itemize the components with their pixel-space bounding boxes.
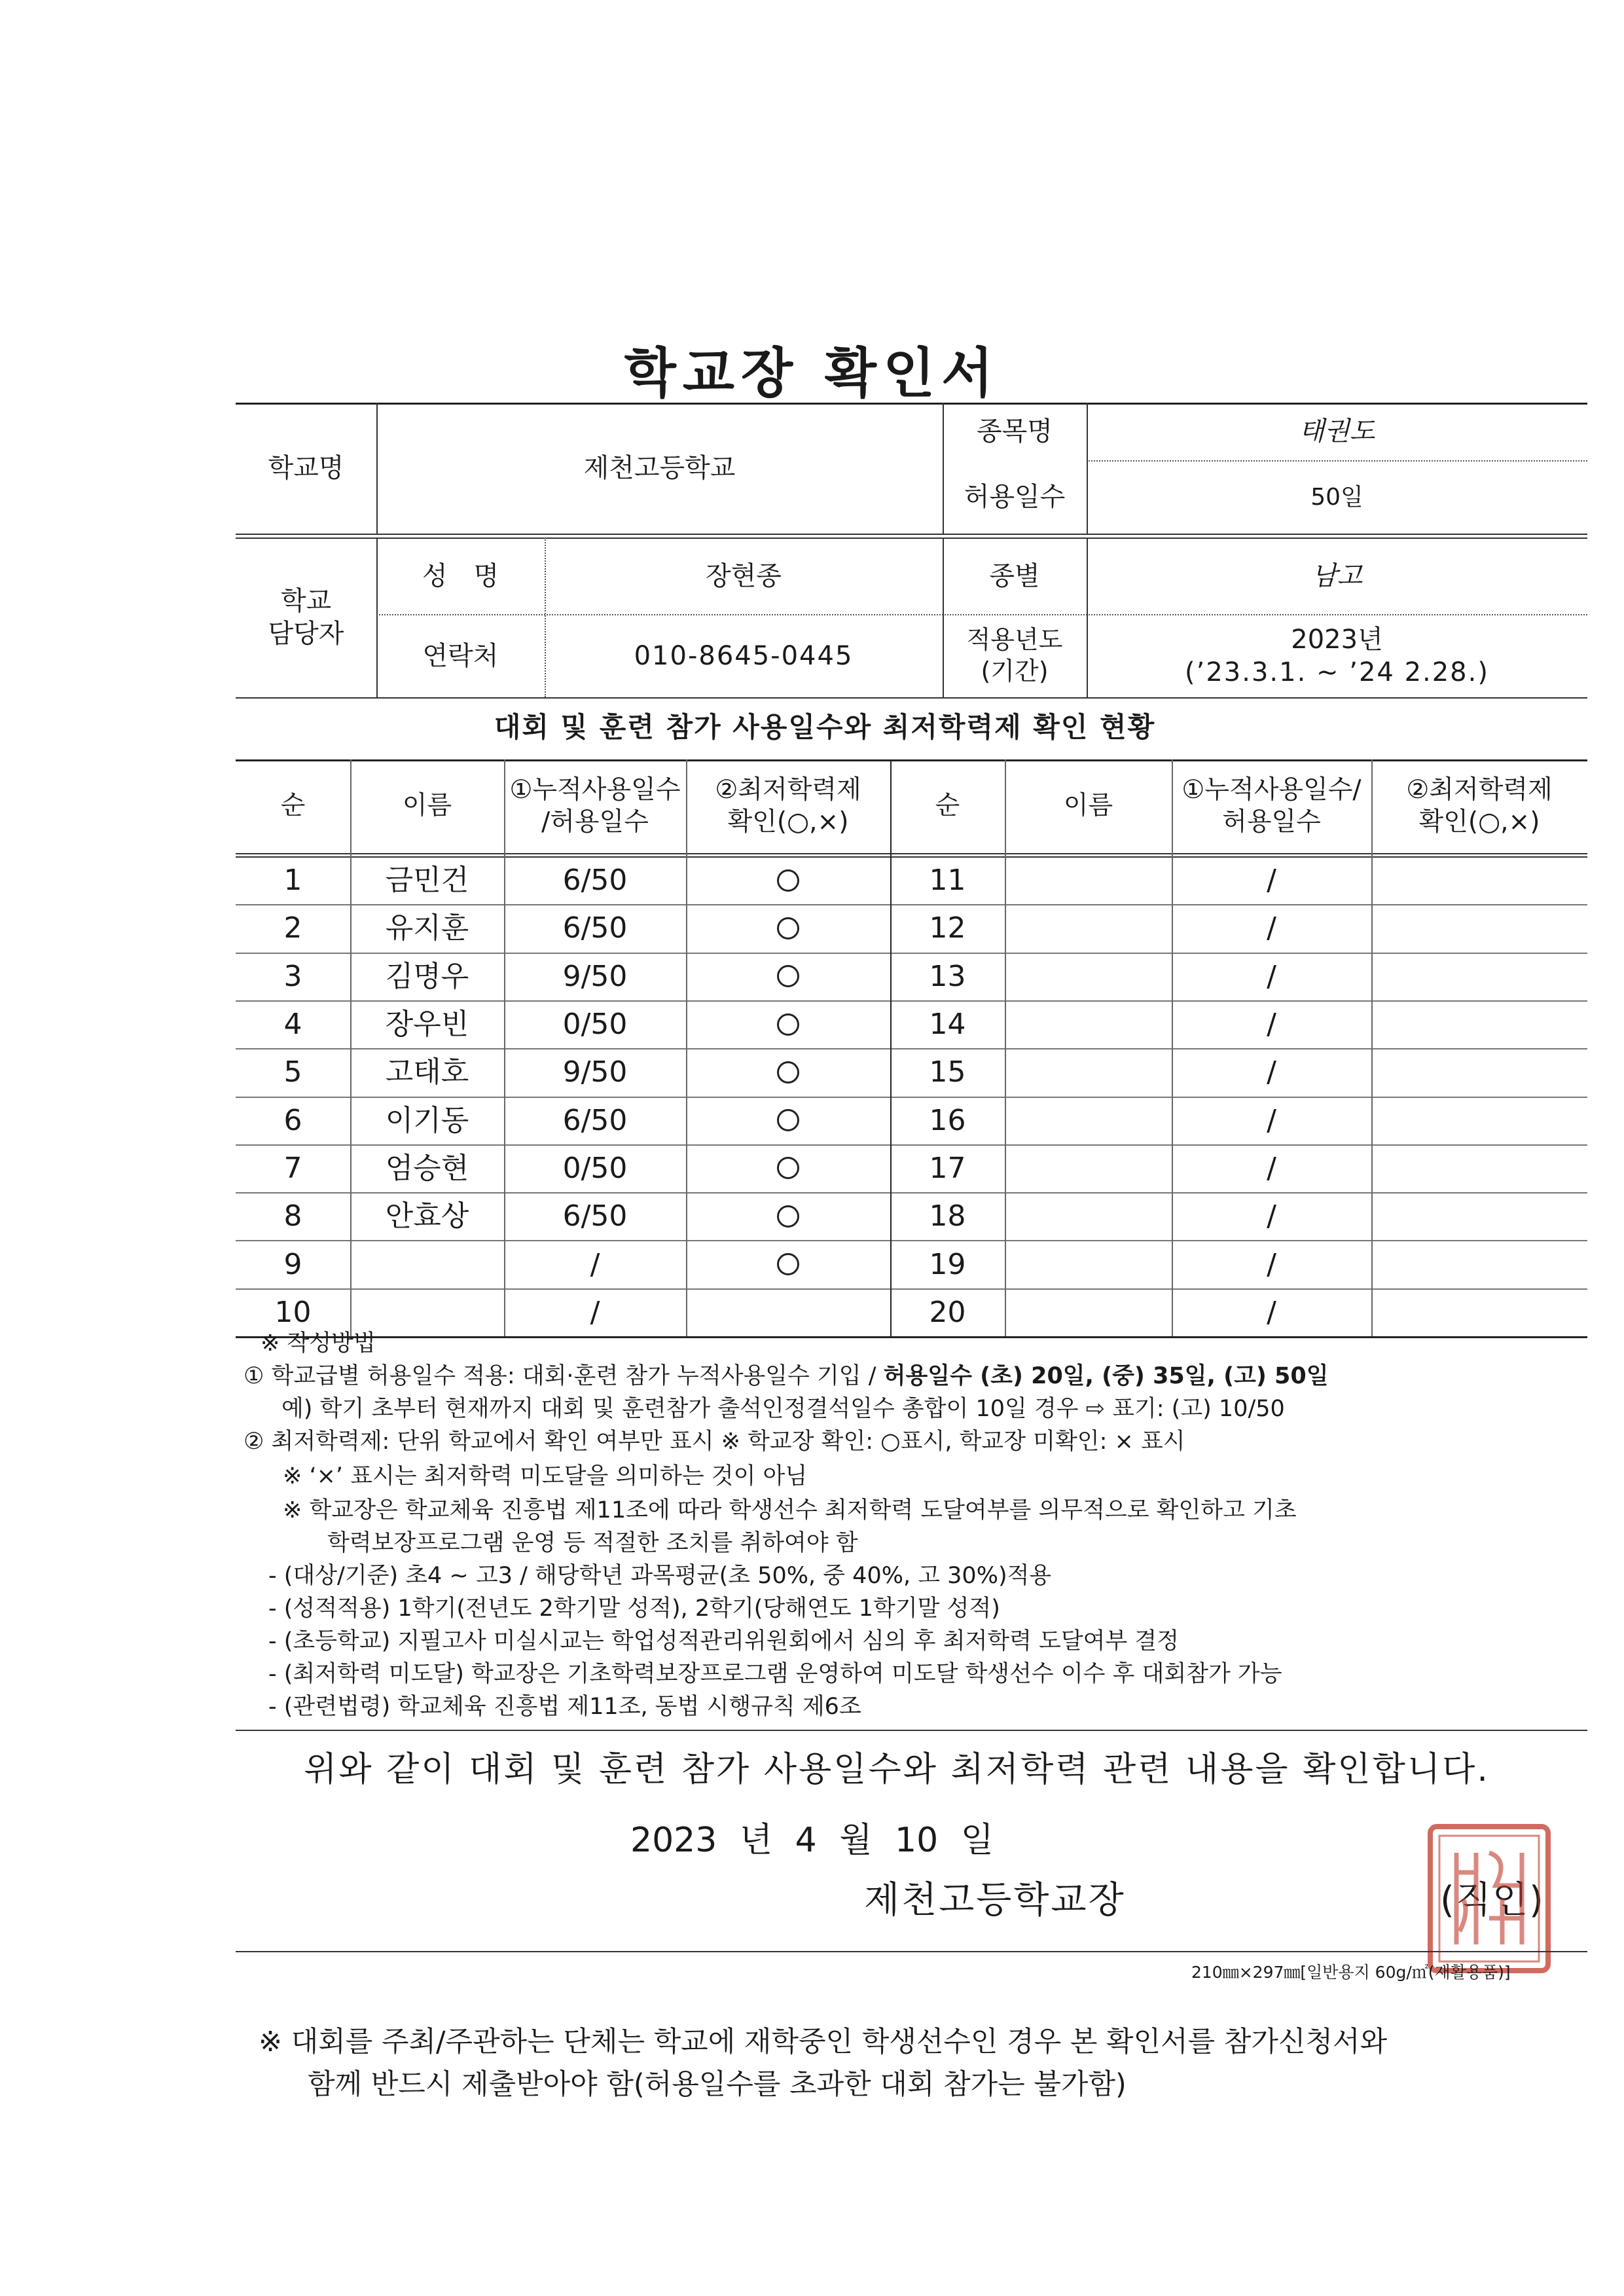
table-cell-days: / <box>1267 1008 1276 1042</box>
table-cell-check <box>686 1048 890 1096</box>
table-cell-days: / <box>1267 911 1276 945</box>
table-cell-days: 0/50 <box>562 1008 628 1042</box>
section-title: 대회 및 훈련 참가 사용일수와 최저학력제 확인 현황 <box>494 711 1156 743</box>
school-name: 제천고등학교 <box>583 453 736 483</box>
check-circle-mark <box>777 1205 799 1228</box>
table-column-line <box>350 759 352 1336</box>
table-header-cell: ②최저학력제 확인(○,×) <box>715 774 861 837</box>
table-cell-no: 13 <box>929 959 966 993</box>
check-circle-mark <box>777 965 799 987</box>
date-month-unit: 월 <box>839 1821 873 1860</box>
table-row-line <box>236 1144 1587 1146</box>
table-header-cell: ①누적사용일수/ 허용일수 <box>1182 774 1362 837</box>
table-row-line <box>236 1000 1587 1002</box>
manager-label: 학교 담당자 <box>268 586 344 649</box>
table-cell-name <box>1005 1192 1172 1240</box>
detail-1: - (대상/기준) 초4 ~ 고3 / 해당학년 과목평균(초 50%, 중 40%, 고 30%)적용 <box>268 1563 1052 1589</box>
table-cell-no: 20 <box>929 1295 966 1329</box>
table-cell-check <box>686 953 890 1000</box>
info-bottom-border <box>236 697 1587 699</box>
table-cell-check <box>686 1192 890 1240</box>
allowed-days-value: 50일 <box>1310 483 1363 511</box>
table-column-line <box>890 759 892 1336</box>
table-cell-no: 6 <box>283 1103 302 1137</box>
table-cell-name <box>1005 1000 1172 1048</box>
table-row-line <box>236 904 1587 905</box>
table-cell-no: 10 <box>274 1295 312 1329</box>
table-cell-name: 엄승현 <box>385 1151 469 1185</box>
date-year-unit: 년 <box>739 1821 773 1860</box>
table-cell-name: 금민건 <box>385 864 469 898</box>
table-header-cell: ②최저학력제 확인(○,×) <box>1406 774 1553 837</box>
signature-bottom-border <box>236 1951 1587 1952</box>
table-header-cell: 이름 <box>1063 791 1113 821</box>
table-cell-check <box>1371 904 1587 952</box>
table-cell-days: / <box>1267 1199 1276 1233</box>
table-cell-name <box>350 1240 504 1288</box>
table-cell-name <box>1005 1240 1172 1288</box>
table-cell-name <box>1005 953 1172 1000</box>
table-cell-name: 유지훈 <box>385 911 469 945</box>
table-cell-no: 12 <box>929 911 966 945</box>
table-cell-days: / <box>1267 1151 1276 1185</box>
note-2: ② 최저학력제: 단위 학교에서 확인 여부만 표시 ※ 학교장 확인: ○표시, 학교장 미확인: × 표시 <box>244 1429 1185 1455</box>
table-cell-no: 9 <box>283 1247 302 1281</box>
table-cell-days: 9/50 <box>562 1055 628 1089</box>
check-circle-mark <box>777 1013 799 1036</box>
note-2-b2: 학력보장프로그램 운영 등 적절한 조치를 취하여야 함 <box>327 1530 858 1556</box>
table-cell-no: 15 <box>929 1055 966 1089</box>
sport-label: 종목명 <box>977 416 1053 446</box>
table-cell-name: 장우빈 <box>385 1008 469 1042</box>
check-circle-mark <box>777 869 799 892</box>
table-cell-no: 3 <box>283 959 302 993</box>
table-cell-name <box>1005 1144 1172 1192</box>
table-cell-name <box>1005 856 1172 904</box>
table-cell-check <box>1371 1288 1587 1336</box>
note-1-bold: 허용일수 (초) 20일, (중) 35일, (고) 50일 <box>883 1363 1329 1389</box>
table-cell-no: 18 <box>929 1199 966 1233</box>
table-cell-check <box>686 1288 890 1336</box>
table-cell-days: 6/50 <box>562 1103 628 1137</box>
table-cell-check <box>686 1097 890 1144</box>
date-day: 10 <box>895 1821 939 1860</box>
table-cell-check <box>1371 953 1587 1000</box>
table-cell-check <box>1371 1000 1587 1048</box>
check-circle-mark <box>777 1253 799 1275</box>
table-cell-no: 4 <box>283 1008 302 1042</box>
table-cell-name <box>1005 1288 1172 1336</box>
table-header-border <box>236 853 1587 854</box>
contact-label: 연락처 <box>422 640 499 671</box>
note-1-example: 예) 학기 초부터 현재까지 대회 및 훈련참가 출석인정결석일수 총합이 10일 경우 ⇨ 표기: (고) 10/50 <box>281 1396 1285 1422</box>
contact-value: 010-8645-0445 <box>634 640 854 671</box>
table-cell-check <box>1371 1192 1587 1240</box>
table-cell-check <box>686 1240 890 1288</box>
table-cell-no: 19 <box>929 1247 966 1281</box>
table-column-line <box>1172 759 1173 1336</box>
table-cell-no: 1 <box>283 864 302 898</box>
year-cell <box>1087 614 1587 697</box>
table-cell-days: / <box>1267 864 1276 898</box>
table-cell-name: 안효상 <box>385 1199 469 1233</box>
detail-2: - (성적적용) 1학기(전년도 2학기말 성적), 2학기(당해연도 1학기말 성적) <box>268 1595 1000 1622</box>
table-cell-check <box>686 1144 890 1192</box>
table-row-line <box>236 1288 1587 1290</box>
table-cell-name <box>1005 1097 1172 1144</box>
table-cell-no: 16 <box>929 1103 966 1137</box>
table-cell-no: 14 <box>929 1008 966 1042</box>
table-column-line <box>1371 759 1373 1336</box>
table-row-line <box>236 1240 1587 1241</box>
table-header-cell: 순 <box>935 791 960 821</box>
table-cell-check <box>1371 1240 1587 1288</box>
table-row-line <box>236 1048 1587 1049</box>
info-mid-border <box>236 534 1587 535</box>
category-label: 종별 <box>989 560 1040 591</box>
table-column-line <box>504 759 505 1336</box>
table-cell-days: 6/50 <box>562 1199 628 1233</box>
category-value: 남고 <box>1311 560 1363 591</box>
notes-heading: ※ 작성방법 <box>261 1330 376 1357</box>
detail-3: - (초등학교) 지필고사 미실시교는 학업성적관리위원회에서 심의 후 최저학력 도달여부 결정 <box>268 1628 1180 1654</box>
table-cell-check <box>1371 1048 1587 1096</box>
table-bottom-border <box>236 1336 1587 1338</box>
table-header-cell: 순 <box>280 791 306 821</box>
sport-value: 태권도 <box>1299 416 1375 446</box>
school-label: 학교명 <box>268 453 344 483</box>
table-cell-no: 11 <box>929 864 966 898</box>
school-seal-stamp <box>1424 1820 1555 1977</box>
notes-bottom-border <box>236 1730 1587 1731</box>
confirmation-statement: 위와 같이 대회 및 훈련 참가 사용일수와 최저학력 관련 내용을 확인합니다. <box>304 1750 1490 1789</box>
table-row-line <box>236 1192 1587 1194</box>
issue-date <box>0 1812 1624 1861</box>
bottom-note-1: ※ 대회를 주최/주관하는 단체는 학교에 재학중인 학생선수인 경우 본 확인서를 참가신청서와 <box>259 2026 1388 2058</box>
period-value: (’23.3.1. ~ ’24 2.28.) <box>1185 657 1489 687</box>
table-cell-check <box>1371 856 1587 904</box>
table-cell-check <box>686 1000 890 1048</box>
bottom-note-2: 함께 반드시 제출받아야 함(허용일수를 초과한 대회 참가는 불가함) <box>308 2068 1127 2101</box>
allowed-days-label: 허용일수 <box>964 482 1066 512</box>
table-cell-days: 0/50 <box>562 1151 628 1185</box>
check-circle-mark <box>777 1157 799 1179</box>
note-2-b1: ※ 학교장은 학교체육 진흥법 제11조에 따라 학생선수 최저학력 도달여부를 의무적으로 확인하고 기초 <box>283 1497 1297 1523</box>
table-cell-days: / <box>1267 959 1276 993</box>
check-circle-mark <box>777 1061 799 1084</box>
table-cell-days: / <box>1267 1103 1276 1137</box>
table-cell-name: 고태호 <box>385 1055 469 1089</box>
table-column-line <box>1005 759 1006 1336</box>
table-row-line <box>236 953 1587 954</box>
note-1-text: ① 학교급별 허용일수 적용: 대회·훈련 참가 누적사용일수 기입 / <box>244 1363 884 1389</box>
year-label: 적용년도 (기간) <box>966 625 1063 685</box>
table-cell-no: 2 <box>283 911 302 945</box>
seal-label: (직인) <box>1440 1879 1545 1922</box>
table-cell-no: 17 <box>929 1151 966 1185</box>
table-cell-no: 5 <box>283 1055 302 1089</box>
check-circle-mark <box>777 1109 799 1131</box>
detail-5: - (관련법령) 학교체육 진흥법 제11조, 동법 시행규칙 제6조 <box>268 1694 861 1720</box>
document-title: 학교장 확인서 <box>624 342 1000 405</box>
table-cell-name <box>1005 1048 1172 1096</box>
table-cell-days: / <box>1267 1295 1276 1329</box>
date-year: 2023 <box>630 1821 717 1860</box>
name-label: 성 명 <box>422 560 499 591</box>
table-cell-days: 6/50 <box>562 864 628 898</box>
check-circle-mark <box>777 917 799 939</box>
table-cell-name <box>350 1288 504 1336</box>
table-cell-check <box>686 856 890 904</box>
table-cell-days: / <box>1267 1247 1276 1281</box>
manager-name: 장현종 <box>706 560 782 591</box>
table-cell-days: / <box>590 1247 600 1281</box>
table-cell-name <box>1005 904 1172 952</box>
table-column-line <box>686 759 687 1336</box>
note-1 <box>244 1365 1329 1388</box>
principal-title: 제천고등학교장 <box>864 1879 1126 1922</box>
table-cell-name: 김명우 <box>385 959 469 993</box>
date-day-unit: 일 <box>960 1821 994 1860</box>
year-value: 2023년 <box>1291 624 1383 655</box>
table-cell-check <box>1371 1097 1587 1144</box>
detail-4: - (최저학력 미도달) 학교장은 기초학력보장프로그램 운영하여 미도달 학생선수 이수 후 대회참가 가능 <box>268 1661 1282 1687</box>
table-cell-check <box>1371 1144 1587 1192</box>
table-cell-days: 6/50 <box>562 911 628 945</box>
table-header-cell: ①누적사용일수 /허용일수 <box>509 774 681 837</box>
date-month: 4 <box>795 1821 817 1860</box>
table-cell-check <box>686 904 890 952</box>
table-cell-days: / <box>590 1295 600 1329</box>
table-header-cell: 이름 <box>402 791 452 821</box>
table-cell-no: 7 <box>283 1151 302 1185</box>
note-2-a: ※ ‘×’ 표시는 최저학력 미도달을 의미하는 것이 아님 <box>283 1463 808 1489</box>
table-cell-days: 9/50 <box>562 959 628 993</box>
paper-spec: 210㎜×297㎜[일반용지 60g/㎡(재활용품)] <box>1191 1963 1511 1982</box>
table-cell-no: 8 <box>283 1199 302 1233</box>
table-row-line <box>236 1097 1587 1098</box>
table-cell-days: / <box>1267 1055 1276 1089</box>
table-cell-name: 이기동 <box>385 1103 469 1137</box>
